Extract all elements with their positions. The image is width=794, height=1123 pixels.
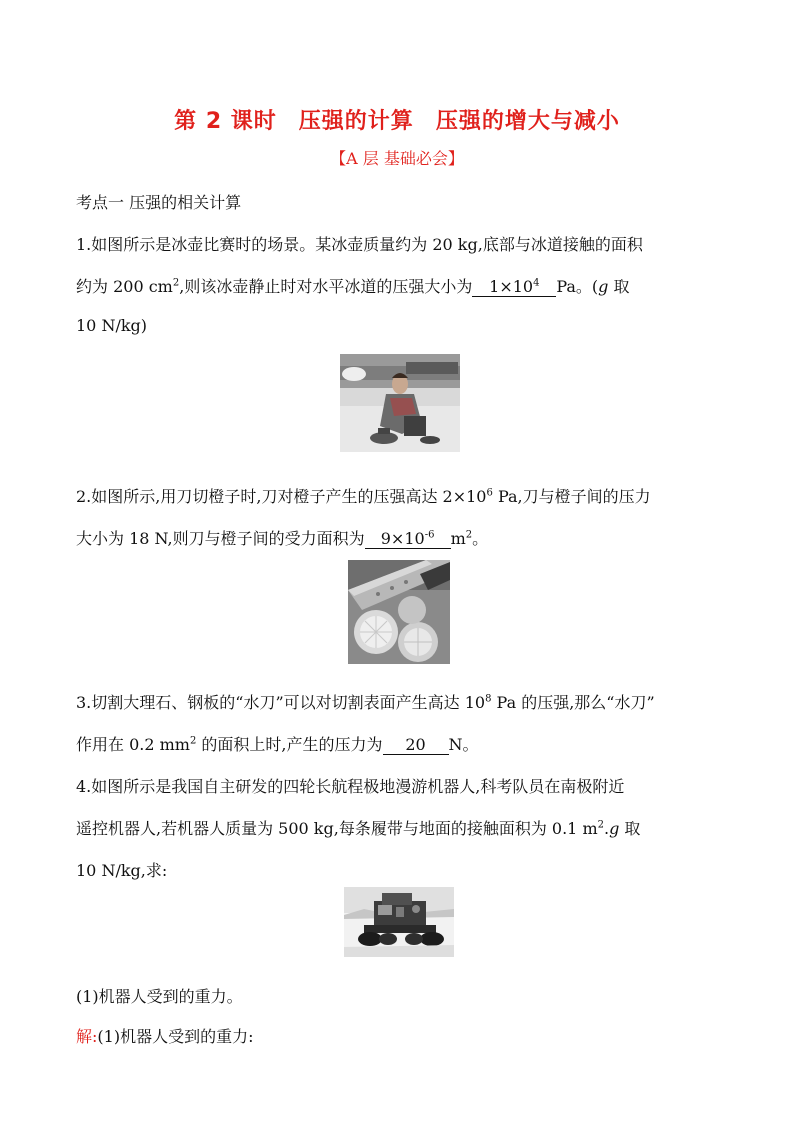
q2-text-c: 大小为 18 N,则刀与橙子间的受力面积为	[76, 529, 365, 548]
q2-answer: 9×10	[380, 529, 425, 548]
curling-photo	[340, 354, 460, 452]
title-part-1: 第 2 课时	[174, 109, 277, 134]
q1-answer: 1×10	[489, 277, 534, 296]
q3-answer: 20	[405, 735, 426, 754]
q3-text-a: 3.切割大理石、钢板的“水刀”可以对切割表面产生高达 10	[76, 693, 486, 712]
q3-text-e: N。	[448, 735, 479, 754]
q4-text-b: .	[604, 819, 610, 838]
q4-text-a: 遥控机器人,若机器人质量为 500 kg,每条履带与地面的接触面积为 0.1 m	[76, 819, 598, 838]
title-part-2: 压强的计算	[298, 109, 414, 134]
q2-sup-2: 2	[465, 529, 473, 541]
lesson-title	[0, 104, 794, 135]
q3-text-d: 的面积上时,产生的压力为	[196, 735, 383, 754]
q4-line-2	[76, 816, 640, 839]
q1-sup: 2	[172, 277, 180, 289]
q2-answer-blank	[365, 530, 451, 549]
q1-text-c: Pa。(	[556, 277, 599, 296]
level-subtitle: 【A 层 基础必会】	[330, 149, 464, 168]
q1-text-a: 约为 200 cm	[76, 277, 173, 296]
q1-answer-exp: 4	[533, 277, 540, 289]
q3-answer-blank	[383, 736, 449, 755]
q1-line-2	[76, 274, 630, 297]
q1-line-1: 1.如图所示是冰壶比赛时的场景。某冰壶质量约为 20 kg,底部与冰道接触的面积	[76, 235, 643, 254]
q4-g-symbol: g	[609, 819, 620, 838]
q3-text-b: Pa 的压强,那么“水刀”	[491, 693, 655, 712]
q3-sup-1: 8	[485, 693, 492, 705]
orange-cutting-photo	[348, 560, 450, 664]
q2-sup-1: 6	[486, 487, 493, 499]
q4-sub-question-1: (1)机器人受到的重力。	[76, 987, 243, 1006]
q4-sup: 2	[597, 819, 604, 831]
q1-text-b: ,则该冰壶静止时对水平冰道的压强大小为	[179, 277, 473, 296]
q2-answer-exp: -6	[424, 529, 435, 541]
q2-text-d: m	[450, 529, 466, 548]
title-part-3: 压强的增大与减小	[435, 109, 620, 134]
q1-text-d: 取	[608, 277, 630, 296]
q2-text-a: 2.如图所示,用刀切橙子时,刀对橙子产生的压强高达 2×10	[76, 487, 487, 506]
q1-answer-blank	[472, 278, 556, 297]
solution-label: 解:	[76, 1027, 98, 1046]
curling-image	[340, 354, 460, 452]
q3-sup-2: 2	[189, 735, 197, 747]
solution-text: (1)机器人受到的重力:	[97, 1027, 254, 1046]
q2-text-b: Pa,刀与橙子间的压力	[492, 487, 651, 506]
q1-line-3: 10 N/kg)	[76, 316, 148, 335]
polar-robot-photo	[344, 887, 454, 957]
orange-image	[348, 560, 450, 664]
q2-line-1	[76, 484, 651, 507]
section-heading: 考点一 压强的相关计算	[76, 193, 242, 212]
q2-line-2	[76, 526, 488, 549]
q2-text-e: 。	[472, 529, 489, 548]
q3-line-2	[76, 732, 479, 755]
q4-line-3: 10 N/kg,求:	[76, 861, 168, 880]
robot-image	[344, 887, 454, 957]
q1-g-symbol: g	[598, 277, 609, 296]
q4-line-1: 4.如图所示是我国自主研发的四轮长航程极地漫游机器人,科考队员在南极附近	[76, 777, 625, 796]
q3-text-c: 作用在 0.2 mm	[76, 735, 190, 754]
q4-text-c: 取	[619, 819, 641, 838]
q4-solution-line	[76, 1024, 253, 1047]
q3-line-1	[76, 690, 655, 713]
